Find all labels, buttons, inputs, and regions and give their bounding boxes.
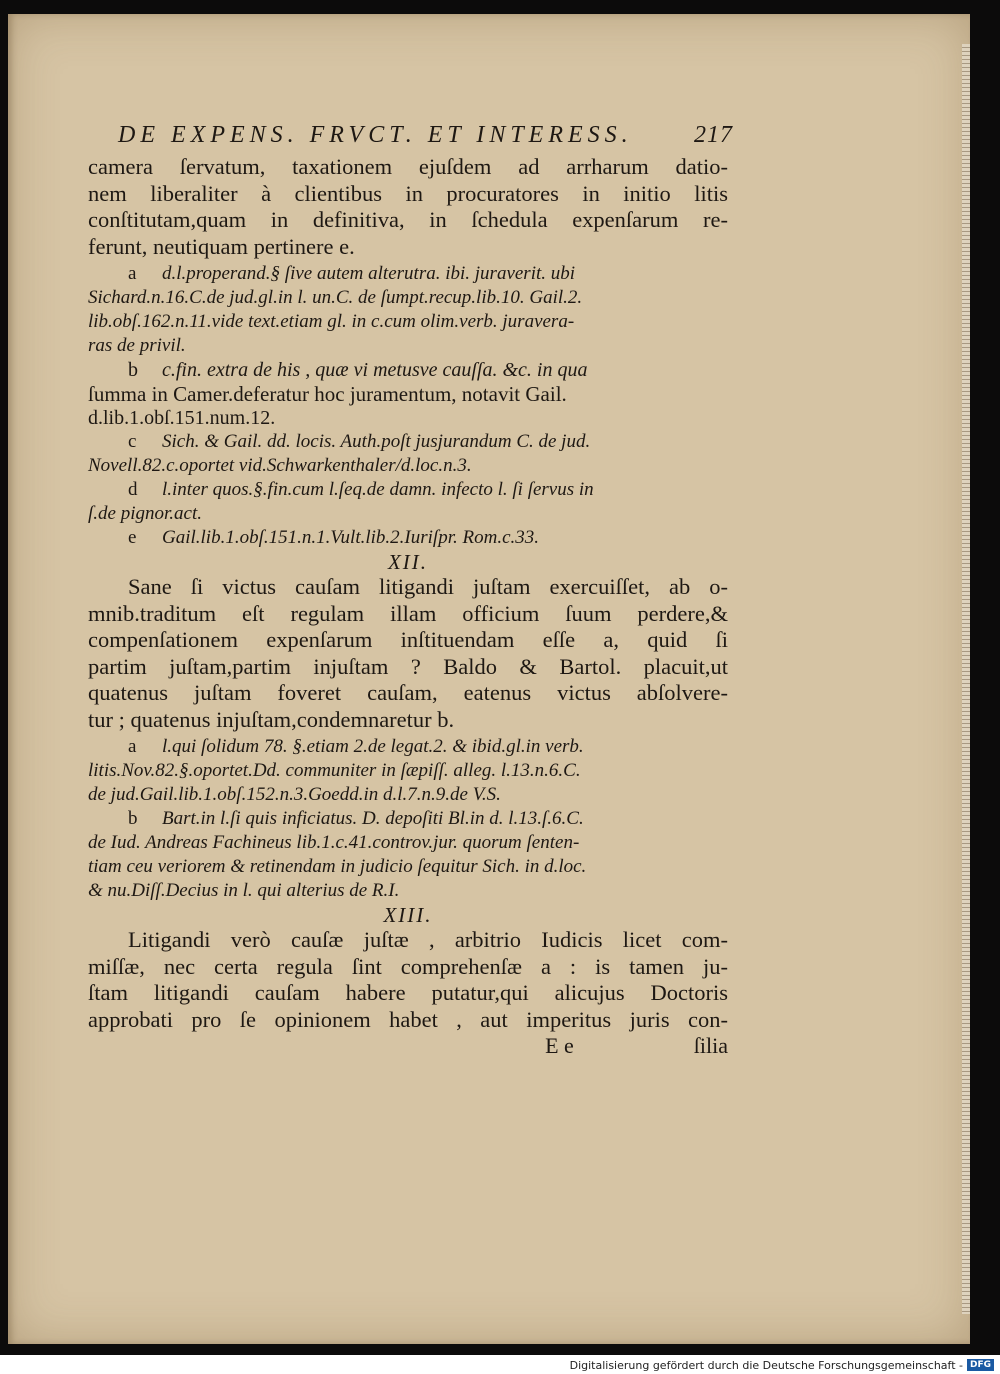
footnote-line: de jud.Gail.lib.1.obſ.152.n.3.Goedd.in d.l.7.n.9.de V.S. bbox=[88, 784, 501, 805]
footnote-line bbox=[88, 262, 728, 286]
text-line: Sane ſi victus cauſam litigandi juſtam exercuiſſet, ab o- bbox=[128, 574, 728, 599]
footnote-marker: b bbox=[128, 808, 138, 829]
footnote-marker: e bbox=[128, 527, 137, 548]
footnote-line: ſumma in Camer.deferatur hoc juramentum, notavit Gail. bbox=[88, 382, 567, 406]
footnote-text: Bart.in l.ſi quis inficiatus. D. depoſiti Bl.in d. l.13.ſ.6.C. bbox=[162, 808, 584, 829]
footnote-line: tiam ceu veriorem & retinendam in judicio ſequitur Sich. in d.loc. bbox=[88, 856, 587, 877]
footnote-line: litis.Nov.82.§.oportet.Dd. communiter in ſæpiſſ. alleg. l.13.n.6.C. bbox=[88, 760, 581, 781]
footnotes-2 bbox=[88, 735, 728, 903]
footnote-line bbox=[88, 478, 728, 502]
footnotes-1 bbox=[88, 262, 728, 550]
footnote-line: Sichard.n.16.C.de jud.gl.in l. un.C. de ſumpt.recup.lib.10. Gail.2. bbox=[88, 287, 583, 308]
page-number: 217 bbox=[694, 122, 733, 148]
footnote-marker: a bbox=[128, 263, 137, 284]
digitization-footer bbox=[0, 1356, 1000, 1374]
text-line: miſſæ, nec certa regula ſint comprehenſæ a : is tamen ju- bbox=[88, 953, 728, 979]
catchword: ſilia bbox=[693, 1033, 728, 1058]
text-line: nem liberaliter à clientibus in procuratores in initio litis bbox=[88, 180, 728, 206]
footnote-text: Gail.lib.1.obſ.151.n.1.Vult.lib.2.Iuriſpr. Rom.c.33. bbox=[162, 527, 540, 548]
footnote-line: & nu.Diſſ.Decius in l. qui alterius de R.I. bbox=[88, 880, 400, 901]
footnote-text: c.fin. extra de his , quæ vi metusve cauſſa. &c. in qua bbox=[162, 359, 588, 381]
footnote-text: l.inter quos.§.fin.cum l.ſeq.de damn. infecto l. ſi ſervus in bbox=[162, 479, 594, 500]
running-header bbox=[118, 122, 733, 149]
footnote-line bbox=[88, 735, 728, 759]
signature-mark: E e bbox=[545, 1033, 574, 1058]
footnote-line: lib.obſ.162.n.11.vide text.etiam gl. in c.cum olim.verb. juravera- bbox=[88, 311, 575, 332]
footnote-marker: d bbox=[128, 479, 138, 500]
text-line: mnib.traditum eſt regulam illam officium ſuum perdere,& bbox=[88, 600, 728, 626]
footnote-text: d.l.properand.§ ſive autem alterutra. ibi. juraverit. ubi bbox=[162, 263, 576, 284]
footnote-text: l.qui ſolidum 78. §.etiam 2.de legat.2. & ibid.gl.in verb. bbox=[162, 736, 584, 757]
footnote-line: ſ.de pignor.act. bbox=[88, 503, 202, 524]
footnote-line bbox=[88, 358, 728, 382]
paragraph-2 bbox=[88, 574, 728, 733]
footnote-line bbox=[88, 807, 728, 831]
text-line: tur ; quatenus injuſtam,condemnaretur b. bbox=[88, 706, 455, 732]
text-line: partim juſtam,partim injuſtam ? Baldo & Bartol. placuit,ut bbox=[88, 653, 728, 679]
footnote-line bbox=[88, 526, 728, 550]
scan-ruler bbox=[962, 44, 970, 1314]
text-line: quatenus juſtam foveret cauſam, eatenus victus abſolvere- bbox=[88, 680, 728, 705]
footnote-text: Sich. & Gail. dd. locis. Auth.poſt jusjurandum C. de jud. bbox=[162, 431, 591, 452]
text-line: Litigandi verò cauſæ juſtæ , arbitrio Iudicis licet com- bbox=[128, 927, 728, 952]
header-title: DE EXPENS. FRVCT. ET INTERESS. bbox=[118, 122, 633, 148]
footnote-marker: c bbox=[128, 431, 137, 452]
text-line: approbati pro ſe opinionem habet , aut imperitus juris con- bbox=[88, 1006, 728, 1032]
section-numeral-xiii: XIII. bbox=[383, 903, 433, 927]
paragraph-3 bbox=[88, 927, 728, 1033]
page-foot bbox=[88, 1033, 728, 1059]
text-line: camera ſervatum, taxationem ejuſdem ad arrharum datio- bbox=[88, 154, 728, 179]
footnote-marker: b bbox=[128, 359, 138, 381]
footnote-line: Novell.82.c.oportet vid.Schwarkenthaler/d.loc.n.3. bbox=[88, 455, 472, 476]
footnote-line bbox=[88, 430, 728, 454]
section-numeral-xii: XII. bbox=[387, 550, 429, 574]
paragraph-1 bbox=[88, 154, 728, 260]
footnote-line: ras de privil. bbox=[88, 335, 186, 356]
book-page bbox=[8, 14, 970, 1344]
footer-credit: Digitalisierung gefördert durch die Deutsche Forschungsgemeinschaft - bbox=[569, 1358, 963, 1372]
footnote-line: d.lib.1.obſ.151.num.12. bbox=[88, 407, 276, 429]
dfg-logo: DFG bbox=[967, 1359, 994, 1371]
text-line: conſtitutam,quam in definitiva, in ſchedula expenſarum re- bbox=[88, 207, 728, 232]
footnote-line: de Iud. Andreas Fachineus lib.1.c.41.controv.jur. quorum ſenten- bbox=[88, 832, 580, 853]
footnote-marker: a bbox=[128, 736, 137, 757]
text-line: ferunt, neutiquam pertinere e. bbox=[88, 233, 355, 259]
text-line: ſtam litigandi cauſam habere putatur,qui alicujus Doctoris bbox=[88, 980, 728, 1005]
text-line: compenſationem expenſarum inſtituendam eſſe a, quid ſi bbox=[88, 627, 728, 652]
page-text bbox=[88, 154, 728, 1059]
